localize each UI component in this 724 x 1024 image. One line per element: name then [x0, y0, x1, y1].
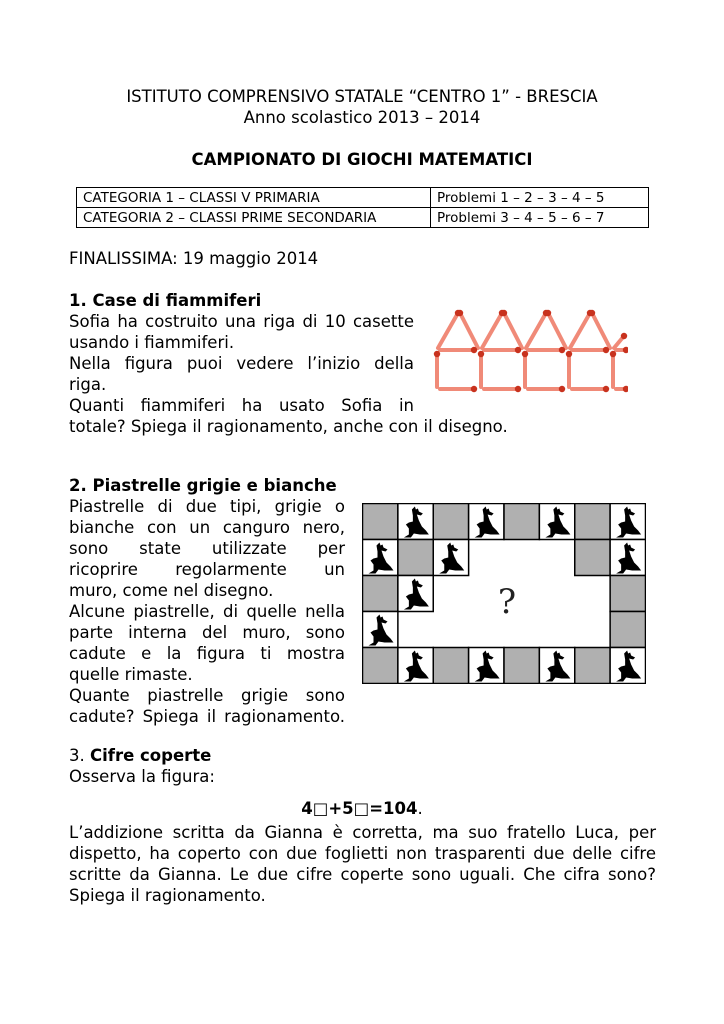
school-name: ISTITUTO COMPRENSIVO STATALE “CENTRO 1” - BRESCIA — [126, 87, 598, 106]
matchstick — [526, 313, 546, 348]
matchstick — [504, 313, 522, 348]
text-line: cadute? Spiega il ragionamento. — [69, 707, 345, 726]
match-head — [559, 347, 565, 353]
text-line: parte interna del muro, sono — [69, 623, 345, 642]
problem1-text — [69, 311, 414, 416]
question-mark: ? — [497, 582, 517, 622]
category-table — [76, 187, 649, 228]
problem1-title: Case di fiammiferi — [92, 291, 262, 310]
finale-date: FINALISSIMA: 19 maggio 2014 — [69, 249, 319, 268]
problem3-equation-line — [0, 798, 724, 819]
category-problems: Problemi 1 – 2 – 3 – 4 – 5 — [431, 188, 649, 208]
match-head — [610, 351, 616, 357]
match-head — [559, 386, 565, 392]
grey-tile — [575, 648, 610, 684]
match-head — [522, 351, 528, 357]
problem1-number: 1. — [69, 291, 87, 310]
text-line: ricoprire regolarmente un — [69, 560, 345, 579]
problem1-heading — [69, 290, 261, 311]
matchstick-houses-figure — [428, 303, 628, 395]
match-head — [457, 310, 463, 316]
grey-tile — [575, 540, 610, 576]
text-line: Alcune piastrelle, di quelle nella — [69, 602, 345, 621]
match-head — [515, 386, 521, 392]
text-line: Spiega il ragionamento. — [69, 886, 266, 905]
problem3-equation: 4□+5□=104 — [301, 799, 418, 818]
match-head — [478, 351, 484, 357]
problem3-text — [69, 822, 656, 906]
match-head — [501, 310, 507, 316]
match-head — [545, 310, 551, 316]
text-line: bianche con un canguro nero, — [69, 518, 345, 537]
matchstick — [592, 313, 610, 348]
problem2-number: 2. — [69, 476, 87, 495]
problem2-text — [69, 496, 345, 727]
text-line: dispetto, ha coperto con due foglietti non trasparenti due delle cifre — [69, 844, 656, 863]
problem3-intro: Osserva la figura: — [69, 767, 215, 786]
match-head — [434, 351, 440, 357]
text-line: Quanti fiammiferi ha usato Sofia in — [69, 396, 414, 415]
category-name: CATEGORIA 1 – CLASSI V PRIMARIA — [77, 188, 431, 208]
matchsticks — [434, 310, 628, 392]
matchstick — [438, 313, 458, 348]
match-head — [471, 347, 477, 353]
match-head — [515, 347, 521, 353]
category-problems: Problemi 3 – 4 – 5 – 6 – 7 — [431, 208, 649, 228]
match-head — [623, 347, 628, 353]
match-head — [603, 386, 609, 392]
problem2-heading — [69, 475, 337, 496]
grey-tile — [433, 648, 468, 684]
problem3-heading — [69, 745, 211, 766]
match-head — [621, 333, 627, 339]
text-line: muro, come nel disegno. — [69, 581, 274, 600]
text-line: Sofia ha costruito una riga di 10 casette — [69, 312, 414, 331]
match-head — [603, 347, 609, 353]
matchstick — [570, 313, 590, 348]
grey-tile — [504, 504, 539, 540]
table-row — [77, 208, 649, 228]
problem2-title: Piastrelle grigie e bianche — [92, 476, 337, 495]
text-line: quelle rimaste. — [69, 665, 193, 684]
page-title: CAMPIONATO DI GIOCHI MATEMATICI — [191, 150, 533, 169]
grey-tile — [575, 504, 610, 540]
text-line: sono state utilizzate per — [69, 539, 345, 558]
text-line: Quante piastrelle grigie sono — [69, 686, 345, 705]
matchstick — [482, 313, 502, 348]
problem3-title: Cifre coperte — [90, 746, 212, 765]
text-line: usando i fiammiferi. — [69, 333, 235, 352]
matchstick — [548, 313, 566, 348]
grey-tile — [504, 648, 539, 684]
tile-wall-figure — [362, 503, 646, 684]
matchstick — [460, 313, 478, 348]
grey-tile — [433, 504, 468, 540]
match-head — [589, 310, 595, 316]
problem1-text-last: totale? Spiega il ragionamento, anche con il disegno. — [69, 417, 508, 436]
grey-tile — [363, 504, 398, 540]
text-line: Nella figura puoi vedere l’inizio della — [69, 354, 414, 373]
table-row — [77, 188, 649, 208]
grey-tile — [363, 576, 398, 612]
problem3-number: 3. — [69, 746, 85, 765]
grey-tile — [610, 612, 645, 648]
grey-tile — [610, 576, 645, 612]
match-head — [566, 351, 572, 357]
match-head — [623, 386, 628, 392]
grey-tile — [398, 540, 433, 576]
grey-tile — [363, 648, 398, 684]
text-line: riga. — [69, 375, 107, 394]
text-line: Piastrelle di due tipi, grigie o — [69, 497, 345, 516]
equation-period: . — [417, 799, 423, 818]
category-name: CATEGORIA 2 – CLASSI PRIME SECONDARIA — [77, 208, 431, 228]
text-line: scritte da Gianna. Le due cifre coperte sono uguali. Che cifra sono? — [69, 865, 656, 884]
school-year: Anno scolastico 2013 – 2014 — [243, 108, 481, 127]
match-head — [471, 386, 477, 392]
text-line: cadute e la figura ti mostra — [69, 644, 345, 663]
text-line: L’addizione scritta da Gianna è corretta, ma suo fratello Luca, per — [69, 823, 656, 842]
